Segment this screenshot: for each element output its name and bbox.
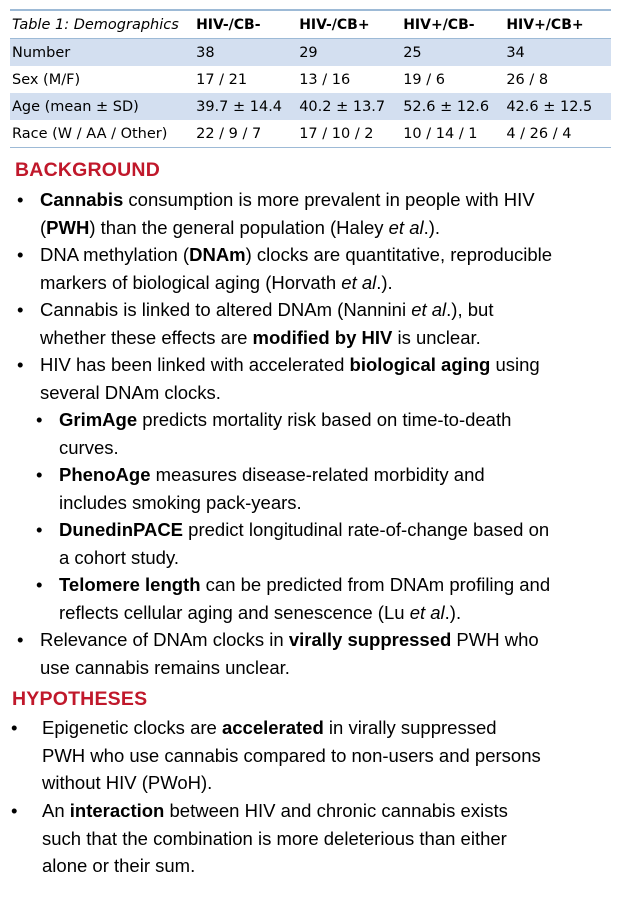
bullet-text: .). — [444, 601, 462, 623]
table-cell: 52.6 ± 12.6 — [403, 98, 490, 115]
bullet-text: HIV has been linked with accelerated — [40, 354, 350, 375]
bullet-text: DNA methylation ( — [40, 244, 190, 265]
table-cell: 13 / 16 — [299, 71, 351, 88]
emphasis: virally suppressed — [288, 629, 452, 650]
table-cell: 19 / 6 — [403, 71, 445, 88]
bullet-text: An — [42, 800, 70, 821]
table-cell: 26 / 8 — [506, 71, 549, 88]
bullet-text: is unclear. — [392, 326, 481, 348]
bullet-text: predict longitudinal rate-of-change based on a cohort study. — [59, 519, 550, 568]
table-cell: 4 / 26 / 4 — [506, 125, 572, 142]
bullet-text: Cannabis is linked to altered DNAm (Nannini — [40, 299, 412, 320]
background-bullet — [17, 186, 560, 241]
citation-italic: et al — [341, 271, 377, 293]
background-subbullet — [36, 461, 529, 516]
bullet-dot-icon: • — [17, 629, 24, 650]
table-cell: 25 — [403, 44, 422, 61]
background-heading: BACKGROUND — [15, 159, 160, 181]
emphasis: GrimAge — [59, 409, 138, 430]
bullet-dot-icon: • — [17, 354, 24, 375]
background-bullet — [17, 626, 540, 681]
bullet-dot-icon: • — [11, 717, 18, 738]
row-label: Sex (M/F) — [12, 71, 81, 88]
table-cell: 40.2 ± 13.7 — [299, 98, 386, 115]
emphasis: DunedinPACE — [59, 519, 184, 540]
column-header: HIV+/CB- — [403, 16, 475, 33]
citation-italic: et al — [411, 299, 447, 320]
table-cell: 10 / 14 / 1 — [403, 125, 478, 142]
emphasis: DNAm — [189, 244, 246, 265]
bullet-text: PWH who use cannabis remains unclear. — [40, 629, 539, 678]
column-header: HIV+/CB+ — [506, 16, 584, 33]
bullet-text: Relevance of DNAm clocks in — [40, 629, 289, 650]
table-cell: 29 — [299, 44, 318, 61]
bullet-dot-icon: • — [36, 409, 43, 430]
bullet-dot-icon: • — [36, 519, 43, 540]
bullet-text: ) clocks are quantitative, reproducible markers of biological aging (Horvath — [40, 244, 553, 293]
hypothesis-bullet — [11, 797, 532, 880]
column-header: HIV-/CB- — [196, 16, 261, 33]
table-cell: 39.7 ± 14.4 — [196, 98, 283, 115]
table-row — [10, 120, 611, 148]
bullet-dot-icon: • — [17, 189, 24, 210]
column-header: HIV-/CB+ — [299, 16, 370, 33]
row-label: Age (mean ± SD) — [12, 98, 139, 115]
bullet-text: using several DNAm clocks. — [40, 354, 540, 403]
row-label: Race (W / AA / Other) — [12, 125, 168, 142]
bullet-text: ) than the general population (Haley — [89, 216, 389, 238]
bullet-text: Epigenetic clocks are — [42, 717, 222, 738]
table-row — [10, 93, 611, 120]
table-caption: Table 1: Demographics — [12, 16, 179, 33]
emphasis: accelerated — [221, 717, 324, 738]
table-cell: 38 — [196, 44, 215, 61]
bullet-dot-icon: • — [17, 244, 24, 265]
background-bullet — [17, 241, 560, 296]
emphasis: Cannabis — [40, 189, 124, 210]
bullet-dot-icon: • — [17, 299, 24, 320]
table-cell: 34 — [506, 44, 525, 61]
hypotheses-heading: HYPOTHESES — [12, 688, 148, 710]
emphasis: Telomere length — [59, 574, 201, 595]
bullet-dot-icon: • — [36, 464, 43, 485]
background-subbullet — [36, 516, 559, 571]
hypothesis-bullet — [11, 714, 542, 797]
bullet-text: in virally suppressed PWH who use cannabis compared to non-users and persons without HIV (PWoH). — [42, 717, 541, 793]
emphasis: PhenoAge — [59, 464, 151, 485]
emphasis: modified by HIV — [252, 326, 393, 348]
bullet-text: can be predicted from DNAm profiling and reflects cellular aging and senescence (Lu — [59, 574, 551, 623]
bullet-text: measures disease-related morbidity and includes smoking pack-years. — [59, 464, 485, 513]
bullet-text: .). — [423, 216, 441, 238]
emphasis: interaction — [69, 800, 165, 821]
background-subbullet — [36, 571, 559, 626]
bullet-text: .), but whether these effects are — [40, 299, 494, 348]
table-cell: 17 / 21 — [196, 71, 248, 88]
demographics-table — [10, 9, 611, 148]
emphasis: PWH — [46, 216, 90, 238]
table-row — [10, 39, 611, 67]
table-cell: 22 / 9 / 7 — [196, 125, 262, 142]
bullet-dot-icon: • — [36, 574, 43, 595]
table-row — [10, 66, 611, 93]
table-cell: 42.6 ± 12.5 — [506, 98, 593, 115]
bullet-text: .). — [376, 271, 393, 293]
table-header-row — [10, 10, 611, 39]
table-cell: 17 / 10 / 2 — [299, 125, 374, 142]
bullet-dot-icon: • — [11, 800, 18, 821]
citation-italic: et al — [409, 601, 445, 623]
bullet-text: consumption is more prevalent in people with HIV ( — [40, 189, 535, 238]
background-bullet — [17, 351, 560, 406]
citation-italic: et al — [388, 216, 424, 238]
background-subbullet — [36, 406, 559, 461]
row-label: Number — [12, 44, 71, 61]
bullet-text: between HIV and chronic cannabis exists such that the combination is more deleterious than either alone or their sum. — [42, 800, 508, 876]
emphasis: biological aging — [349, 354, 491, 375]
background-bullet — [17, 296, 560, 351]
bullet-text: predicts mortality risk based on time-to-death curves. — [59, 409, 512, 458]
